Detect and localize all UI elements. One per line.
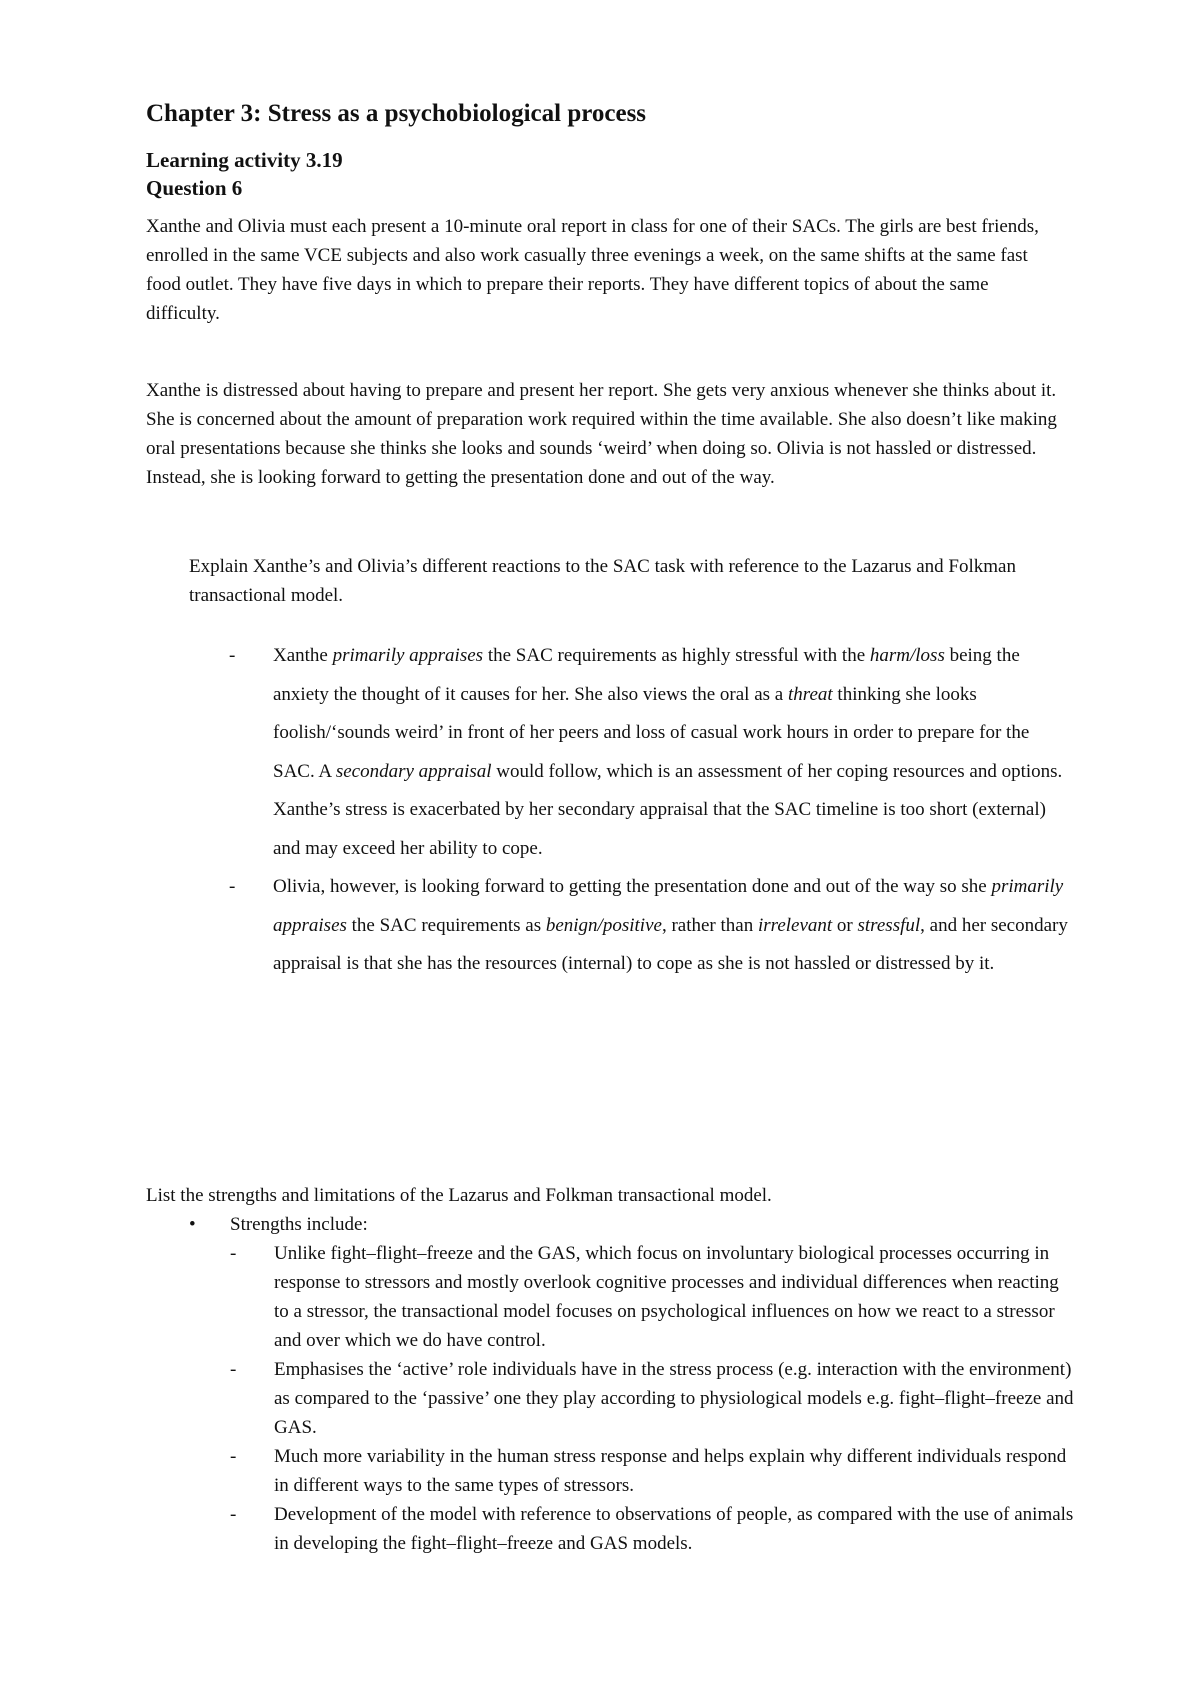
- scenario-paragraph-2: Xanthe is distressed about having to prepare and present her report. She gets very anxious whenever she thinks about it. She is concerned about the amount of preparation work required within the time available. She also doesn’t like making oral presentations because she thinks she looks and sounds ‘weird’ when doing so. Olivia is not hassled or distressed. Instead, she is looking forward to getting the presentation done and out of the way.: [146, 380, 1057, 488]
- list-item-text: Development of the model with reference to observations of people, as compared with the use of animals in developing the fight–flight–freeze and GAS models.: [274, 1504, 1074, 1554]
- list-item: [146, 1239, 1076, 1355]
- list-item-text: Emphasises the ‘active’ role individuals have in the stress process (e.g. interaction with the environment) as compared to the ‘passive’ one they play according to physiological models e.g. fight–flight–freeze and GAS.: [274, 1359, 1074, 1438]
- question-instruction: Explain Xanthe’s and Olivia’s different reactions to the SAC task with reference to the Lazarus and Folkman transactional model.: [189, 556, 1016, 606]
- answer-text: the SAC requirements as: [346, 914, 546, 936]
- strengths-heading: Strengths include:: [230, 1214, 368, 1235]
- dash-marker: -: [229, 876, 236, 897]
- list-question: List the strengths and limitations of the Lazarus and Folkman transactional model.: [146, 1185, 772, 1206]
- activity-heading: Learning activity 3.19: [146, 148, 343, 172]
- key-term: stressful: [857, 914, 921, 936]
- key-term: primarily appraises: [332, 645, 484, 666]
- dash-marker: -: [230, 1243, 237, 1264]
- list-item: [146, 1355, 1076, 1442]
- answer-item-xanthe: [189, 637, 1069, 868]
- question-heading: Question 6: [146, 176, 243, 200]
- dash-marker: -: [229, 645, 236, 666]
- answer-text: thinking she looks foolish/‘sounds weird’ in front of her peers and loss of casual work hours in order to prepare for the SAC. A: [273, 683, 1030, 782]
- answer-text: the SAC requirements as highly stressful with the: [483, 645, 870, 666]
- strengths-heading-row: [146, 1210, 1076, 1239]
- answer-text: Olivia, however, is looking forward to getting the presentation done and out of the way so she: [273, 876, 992, 897]
- answer-text: Xanthe: [273, 645, 333, 666]
- key-term: harm/loss: [869, 645, 945, 666]
- list-item: [146, 1500, 1076, 1558]
- answer-text: being the anxiety the thought of it causes for her. She also views the oral as a: [273, 645, 1020, 705]
- key-term: irrelevant: [757, 914, 833, 936]
- dash-marker: -: [230, 1504, 237, 1525]
- list-item-text: Much more variability in the human stress response and helps explain why different individuals respond in different ways to the same types of stressors.: [274, 1446, 1067, 1496]
- key-term: threat: [787, 683, 833, 705]
- scenario-paragraph-1: Xanthe and Olivia must each present a 10-minute oral report in class for one of their SACs. The girls are best friends, enrolled in the same VCE subjects and also work casually three evenings a week, on the same shifts at the same fast food outlet. They have five days in which to prepare their reports. They have different topics of about the same difficulty.: [146, 216, 1039, 324]
- dash-marker: -: [230, 1446, 237, 1467]
- key-term: primarily appraises: [273, 876, 1064, 936]
- chapter-title: Chapter 3: Stress as a psychobiological process: [146, 100, 647, 127]
- strengths-section: [146, 1210, 1076, 1558]
- list-item-text: Unlike fight–flight–freeze and the GAS, which focus on involuntary biological processes occurring in response to stressors and mostly overlook cognitive processes and individual differences when reacting to a stressor, the transactional model focuses on psychological influences on how we react to a stressor and over which we do have control.: [274, 1243, 1059, 1351]
- answer-text: , and her secondary appraisal is that she has the resources (internal) to cope as she is not hassled or distressed by it.: [273, 914, 1068, 974]
- list-item: [146, 1442, 1076, 1500]
- strengths-list: [146, 1239, 1076, 1558]
- answer-text: or: [832, 914, 858, 936]
- bullet-marker: •: [189, 1214, 196, 1235]
- answer-text: , rather than: [661, 914, 758, 936]
- answer-text: would follow, which is an assessment of her coping resources and options. Xanthe’s stress is exacerbated by her secondary appraisal that the SAC timeline is too short (external) and may exceed her ability to cope.: [273, 760, 1063, 859]
- key-term: benign/positive: [545, 914, 662, 936]
- answer-item-olivia: [189, 868, 1069, 984]
- key-term: secondary appraisal: [335, 760, 492, 782]
- dash-marker: -: [230, 1359, 237, 1380]
- answer-list: [189, 637, 1069, 984]
